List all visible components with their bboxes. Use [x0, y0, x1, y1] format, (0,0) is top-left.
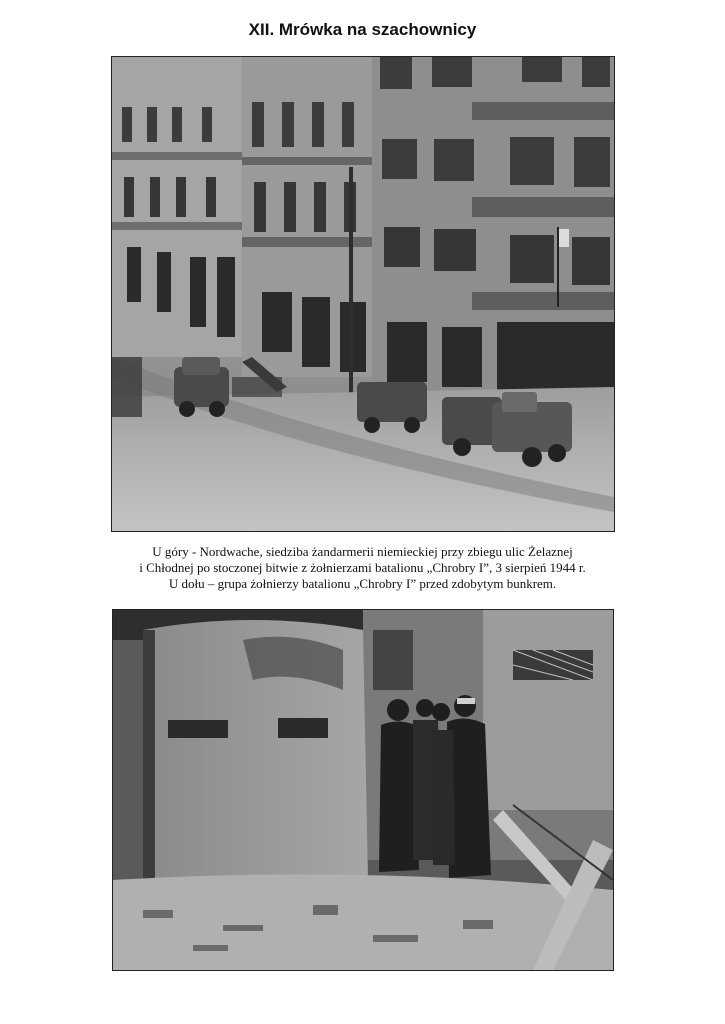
bunker-photo	[112, 609, 614, 971]
caption-line: U góry - Nordwache, siedziba żandarmerii niemieckiej przy zbiegu ulic Żelaznej	[152, 544, 573, 559]
page-title: XII. Mrówka na szachownicy	[248, 20, 477, 39]
caption-line: i Chłodnej po stoczonej bitwie z żołnierzami batalionu „Chrobry I”, 3 sierpień 1944 r.	[139, 560, 586, 575]
caption-line: U dołu – grupa żołnierzy batalionu „Chrobry I” przed zdobytym bunkrem.	[168, 576, 557, 591]
street-photo	[111, 56, 615, 532]
photo-caption	[0, 544, 725, 592]
